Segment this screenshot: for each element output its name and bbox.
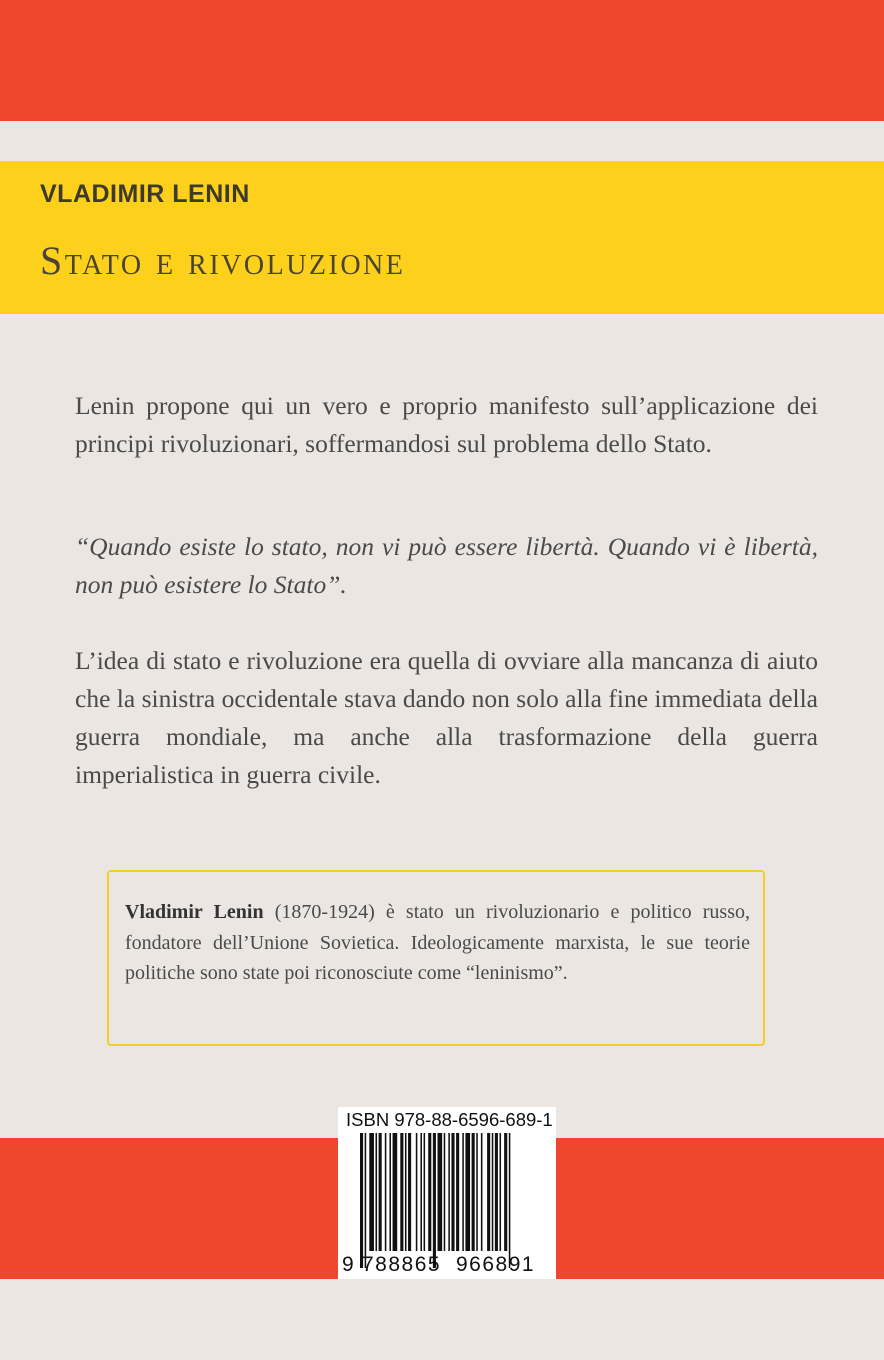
- barcode-bar: [495, 1133, 498, 1251]
- barcode-bar: [376, 1133, 378, 1251]
- barcode-bar: [416, 1133, 418, 1251]
- blurb-quote: “Quando esiste lo stato, non vi può essere libertà. Quando vi è libertà, non può esistere lo Stato”.: [75, 532, 818, 599]
- barcode-bar: [393, 1133, 398, 1251]
- barcode-bar: [451, 1133, 454, 1251]
- book-title: Stato e rivoluzione: [40, 238, 406, 283]
- bio-text: (1870-1924) è stato un rivoluzionario e politico russo, fondatore dell’Unione Sovietica. Ideologicamente marxista, le sue teorie politiche sono state poi riconosciute come “leninismo”.: [125, 901, 750, 984]
- barcode-bar: [465, 1133, 470, 1251]
- isbn-barcode: [338, 1107, 556, 1279]
- barcode-bar: [360, 1133, 363, 1268]
- barcode-bar: [487, 1133, 490, 1251]
- author-name: VLADIMIR LENIN: [40, 180, 250, 208]
- barcode-bar: [405, 1133, 407, 1251]
- bio-author-name: Vladimir Lenin: [125, 901, 264, 923]
- barcode-bar: [385, 1133, 387, 1251]
- barcode-bar: [379, 1133, 382, 1251]
- barcode-first-digit: 9: [342, 1253, 354, 1276]
- barcode-bar: [504, 1133, 507, 1251]
- blurb-paragraph-2: L’idea di stato e rivoluzione era quella di ovviare alla mancanza di aiuto che la sinistra occidentale stava dando non solo alla fine immediata della guerra mondiale, ma anche alla trasformazione della guerra imperialistica in guerra civile.: [75, 646, 818, 789]
- barcode-bar: [369, 1133, 374, 1251]
- barcode-bar: [389, 1133, 391, 1251]
- barcode-bar: [420, 1133, 422, 1251]
- barcode-bar: [433, 1133, 436, 1268]
- barcode-bar: [456, 1133, 459, 1251]
- barcode-bar: [365, 1133, 367, 1268]
- barcode-bar: [448, 1133, 450, 1251]
- barcode-right-digits: 966891: [456, 1253, 536, 1276]
- barcode-bar: [400, 1133, 403, 1251]
- isbn-label: ISBN 978-88-6596-689-1: [346, 1109, 553, 1130]
- barcode-bar: [424, 1133, 426, 1251]
- barcode-bar: [472, 1133, 475, 1251]
- barcode-bar: [408, 1133, 411, 1251]
- barcode-bar: [428, 1133, 431, 1251]
- barcode-bar: [509, 1133, 511, 1268]
- barcode-bar: [438, 1133, 443, 1251]
- barcode-bar: [500, 1133, 502, 1251]
- barcode-bar: [476, 1133, 478, 1251]
- blurb-paragraph-1: Lenin propone qui un vero e proprio manifesto sull’applicazione dei principi rivoluzionari, soffermandosi sul problema dello Stato.: [75, 391, 818, 458]
- top-red-band: [0, 0, 884, 121]
- barcode-bar: [462, 1133, 464, 1251]
- barcode-bar: [481, 1133, 483, 1251]
- barcode-bar: [444, 1133, 446, 1251]
- barcode-left-digits: 788865: [362, 1253, 442, 1276]
- barcode-bar: [492, 1133, 494, 1251]
- author-bio: [125, 897, 750, 989]
